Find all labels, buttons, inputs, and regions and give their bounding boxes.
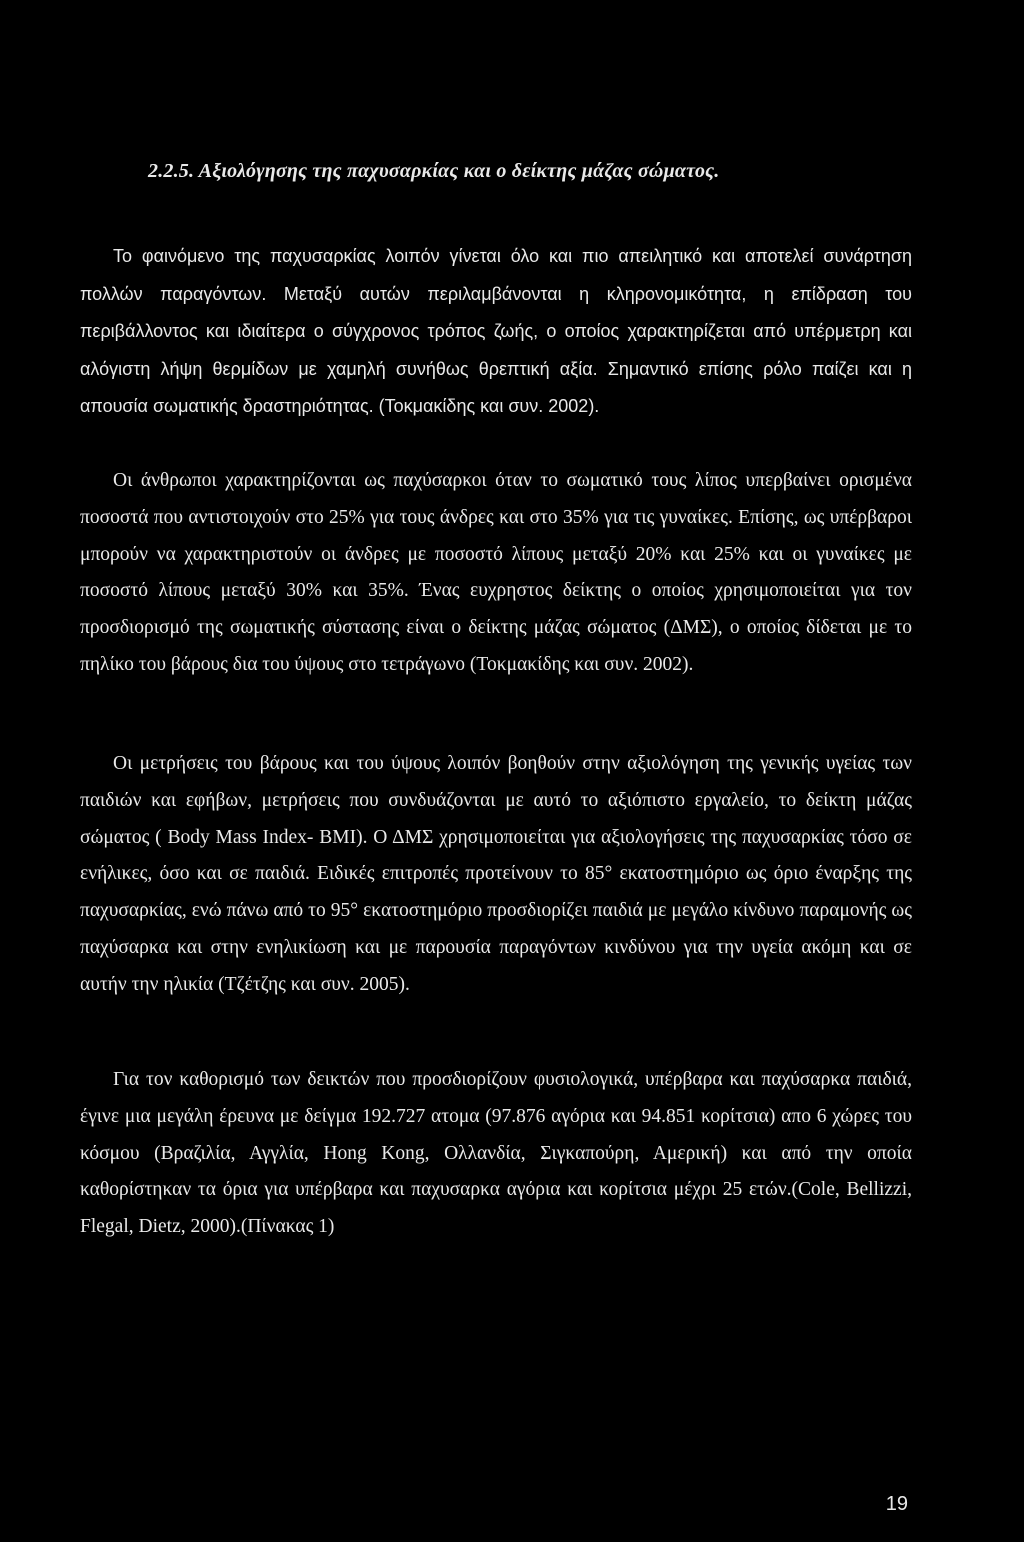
paragraph-bmi-assessment: Οι μετρήσεις του βάρους και του ύψους λοιπόν βοηθούν στην αξιολόγηση της γενικής υγείας των παιδιών και εφήβων, μετρήσεις που συνδυάζονται με αυτό το αξιόπιστο εργαλείο, το δείκτη μάζας σώματος ( Body Mass Index- BMI). Ο ΔΜΣ χρησιμοποιείται για αξιολογήσεις της παχυσαρκίας τόσο σε ενήλικες, όσο και σε παιδιά. Ειδικές επιτροπές προτείνουν το 85° εκατοστημόριο ως όριο έναρξης της παχυσαρκίας, ενώ πάνω από το 95° εκατοστημόριο προσδιορίζει παιδιά με μεγάλο κίνδυνο παραμονής ως παχύσαρκα και στην ενηλικίωση και με παρουσία παραγόντων κινδύνου για την υγεία ακόμη και σε αυτήν την ηλικία (Τζέτζης και συν. 2005). xyxy=(80,753,912,995)
section-heading: 2.2.5. Αξιολόγησης της παχυσαρκίας και ο δείκτης μάζας σώματος. xyxy=(148,160,720,182)
paragraph-obesity-definition: Οι άνθρωποι χαρακτηρίζονται ως παχύσαρκοι όταν το σωματικό τους λίπος υπερβαίνει ορισμένα ποσοστά που αντιστοιχούν στο 25% για τους άνδρες και στο 35% για τις γυναίκες. Επίσης, ως υπέρβαροι μπορούν να χαρακτηριστούν οι άνδρες με ποσοστό λίπους μεταξύ 20% και 25% και οι γυναίκες με ποσοστό λίπους μεταξύ 30% και 35%. Ένας ευχρηστος δείκτης ο οποίος χρησιμοποιείται για τον προσδιορισμό της σωματικής σύστασης είναι ο δείκτης μάζας σώματος (ΔΜΣ), ο οποίος δίδεται με το πηλίκο του βάρους δια του ύψους στο τετράγωνο (Τοκμακίδης και συν. 2002). xyxy=(80,470,912,675)
page-number: 19 xyxy=(885,1493,908,1515)
paragraph-bmi-study: Για τον καθορισμό των δεικτών που προσδιορίζουν φυσιολογικά, υπέρβαρα και παχύσαρκα παιδιά, έγινε μια μεγάλη έρευνα με δείγμα 192.727 ατομα (97.876 αγόρια και 94.851 κορίτσια) απο 6 χώρες του κόσμου (Βραζιλία, Αγγλία, Hong Kong, Ολλανδία, Σιγκαπούρη, Αμερική) και από την οποία καθορίστηκαν τα όρια για υπέρβαρα και παχυσαρκα αγόρια και κορίτσια μέχρι 25 ετών.(Cole, Bellizzi, Flegal, Dietz, 2000).(Πίνακας 1) xyxy=(80,1069,912,1238)
paragraph-obesity-factors: Το φαινόμενο της παχυσαρκίας λοιπόν γίνεται όλο και πιο απειλητικό και αποτελεί συνάρτηση πολλών παραγόντων. Μεταξύ αυτών περιλαμβάνονται η κληρονομικότητα, η επίδραση του περιβάλλοντος και ιδιαίτερα ο σύγχρονος τρόπος ζωής, ο οποίος χαρακτηρίζεται από υπέρμετρη και αλόγιστη λήψη θερμίδων με χαμηλή συνήθως θρεπτική αξία. Σημαντικό επίσης ρόλο παίζει και η απουσία σωματικής δραστηριότητας. (Τοκμακίδης και συν. 2002). xyxy=(80,246,912,416)
